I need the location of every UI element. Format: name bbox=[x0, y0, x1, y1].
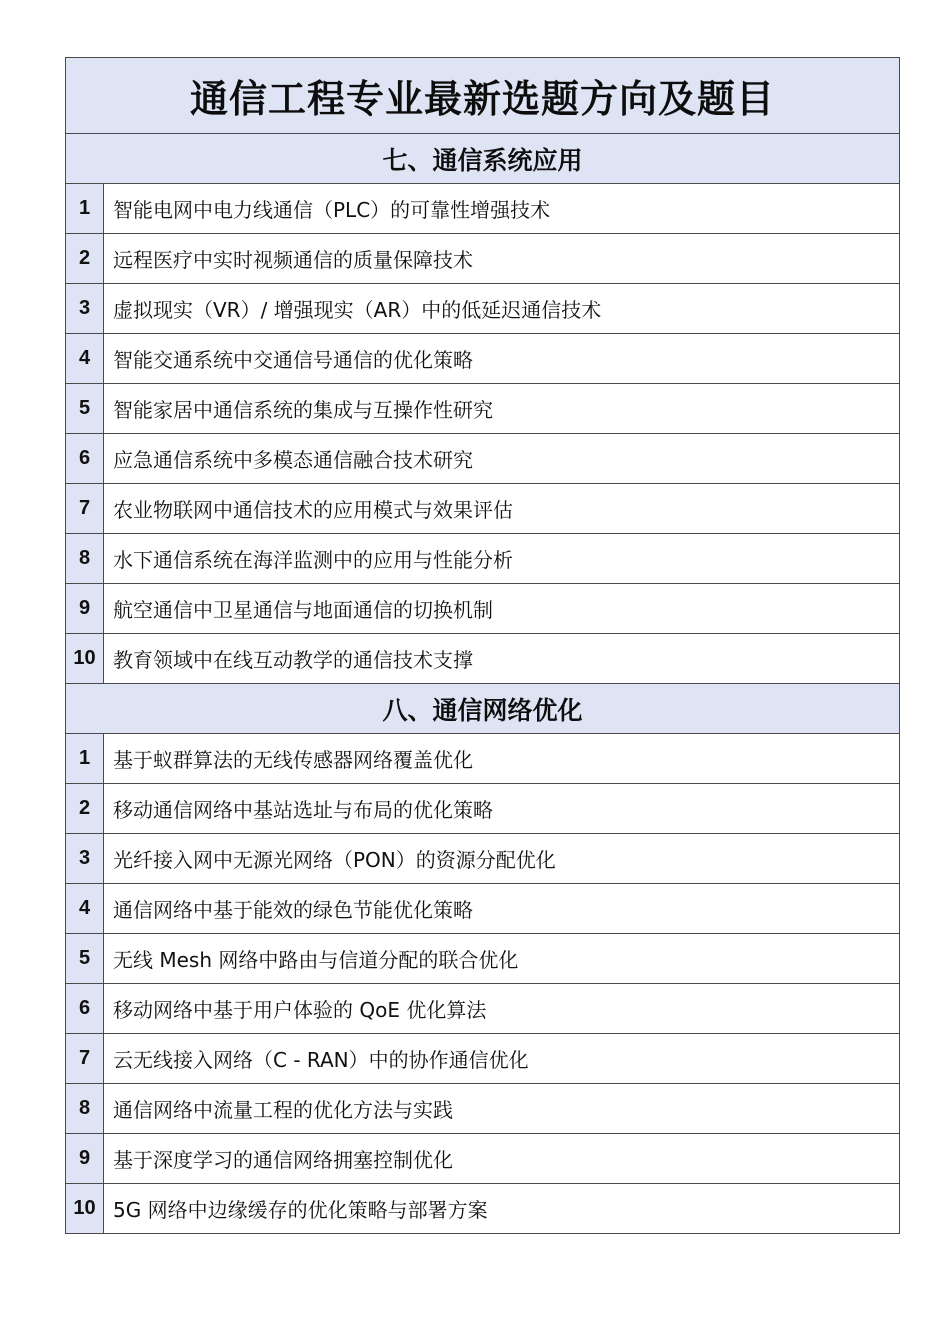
topic-text: 移动网络中基于用户体验的 QoE 优化算法 bbox=[104, 984, 900, 1034]
topic-row bbox=[66, 534, 900, 584]
topic-row bbox=[66, 1134, 900, 1184]
topic-row bbox=[66, 1084, 900, 1134]
topic-row bbox=[66, 584, 900, 634]
topic-text: 通信网络中基于能效的绿色节能优化策略 bbox=[104, 884, 900, 934]
topic-row bbox=[66, 934, 900, 984]
section-header-row bbox=[66, 684, 900, 734]
topic-text: 教育领域中在线互动教学的通信技术支撑 bbox=[104, 634, 900, 684]
topic-number: 7 bbox=[66, 1034, 104, 1084]
topic-number: 10 bbox=[66, 634, 104, 684]
topic-number: 8 bbox=[66, 534, 104, 584]
topic-row bbox=[66, 334, 900, 384]
topic-text: 5G 网络中边缘缓存的优化策略与部署方案 bbox=[104, 1184, 900, 1234]
topic-number: 2 bbox=[66, 784, 104, 834]
title-row bbox=[66, 58, 900, 134]
section-heading: 八、通信网络优化 bbox=[66, 684, 900, 734]
topic-number: 10 bbox=[66, 1184, 104, 1234]
topic-row bbox=[66, 284, 900, 334]
topic-text: 智能电网中电力线通信（PLC）的可靠性增强技术 bbox=[104, 184, 900, 234]
topic-text: 基于蚁群算法的无线传感器网络覆盖优化 bbox=[104, 734, 900, 784]
topic-text: 农业物联网中通信技术的应用模式与效果评估 bbox=[104, 484, 900, 534]
topic-number: 4 bbox=[66, 334, 104, 384]
topic-number: 1 bbox=[66, 734, 104, 784]
topic-text: 无线 Mesh 网络中路由与信道分配的联合优化 bbox=[104, 934, 900, 984]
topic-text: 基于深度学习的通信网络拥塞控制优化 bbox=[104, 1134, 900, 1184]
topic-text: 云无线接入网络（C - RAN）中的协作通信优化 bbox=[104, 1034, 900, 1084]
topic-row bbox=[66, 984, 900, 1034]
topic-row bbox=[66, 434, 900, 484]
topic-number: 9 bbox=[66, 584, 104, 634]
document-title: 通信工程专业最新选题方向及题目 bbox=[66, 58, 900, 134]
topic-number: 7 bbox=[66, 484, 104, 534]
topic-number: 9 bbox=[66, 1134, 104, 1184]
topic-number: 4 bbox=[66, 884, 104, 934]
topic-number: 6 bbox=[66, 434, 104, 484]
topic-row bbox=[66, 884, 900, 934]
topic-text: 远程医疗中实时视频通信的质量保障技术 bbox=[104, 234, 900, 284]
topic-text: 航空通信中卫星通信与地面通信的切换机制 bbox=[104, 584, 900, 634]
topic-number: 3 bbox=[66, 284, 104, 334]
topic-number: 3 bbox=[66, 834, 104, 884]
topic-row bbox=[66, 384, 900, 434]
topic-row bbox=[66, 234, 900, 284]
topic-row bbox=[66, 184, 900, 234]
section-header-row bbox=[66, 134, 900, 184]
topic-number: 5 bbox=[66, 384, 104, 434]
topic-text: 应急通信系统中多模态通信融合技术研究 bbox=[104, 434, 900, 484]
topic-row bbox=[66, 784, 900, 834]
topic-text: 水下通信系统在海洋监测中的应用与性能分析 bbox=[104, 534, 900, 584]
topic-text: 移动通信网络中基站选址与布局的优化策略 bbox=[104, 784, 900, 834]
topic-number: 6 bbox=[66, 984, 104, 1034]
topic-row bbox=[66, 1184, 900, 1234]
topic-row bbox=[66, 634, 900, 684]
topic-text: 通信网络中流量工程的优化方法与实践 bbox=[104, 1084, 900, 1134]
topic-number: 8 bbox=[66, 1084, 104, 1134]
topic-number: 1 bbox=[66, 184, 104, 234]
topics-table bbox=[65, 57, 900, 1234]
topic-row bbox=[66, 734, 900, 784]
topic-number: 5 bbox=[66, 934, 104, 984]
topic-text: 虚拟现实（VR）/ 增强现实（AR）中的低延迟通信技术 bbox=[104, 284, 900, 334]
topic-number: 2 bbox=[66, 234, 104, 284]
topic-text: 光纤接入网中无源光网络（PON）的资源分配优化 bbox=[104, 834, 900, 884]
topic-text: 智能家居中通信系统的集成与互操作性研究 bbox=[104, 384, 900, 434]
section-heading: 七、通信系统应用 bbox=[66, 134, 900, 184]
topic-row bbox=[66, 834, 900, 884]
topic-row bbox=[66, 1034, 900, 1084]
topic-row bbox=[66, 484, 900, 534]
topic-text: 智能交通系统中交通信号通信的优化策略 bbox=[104, 334, 900, 384]
